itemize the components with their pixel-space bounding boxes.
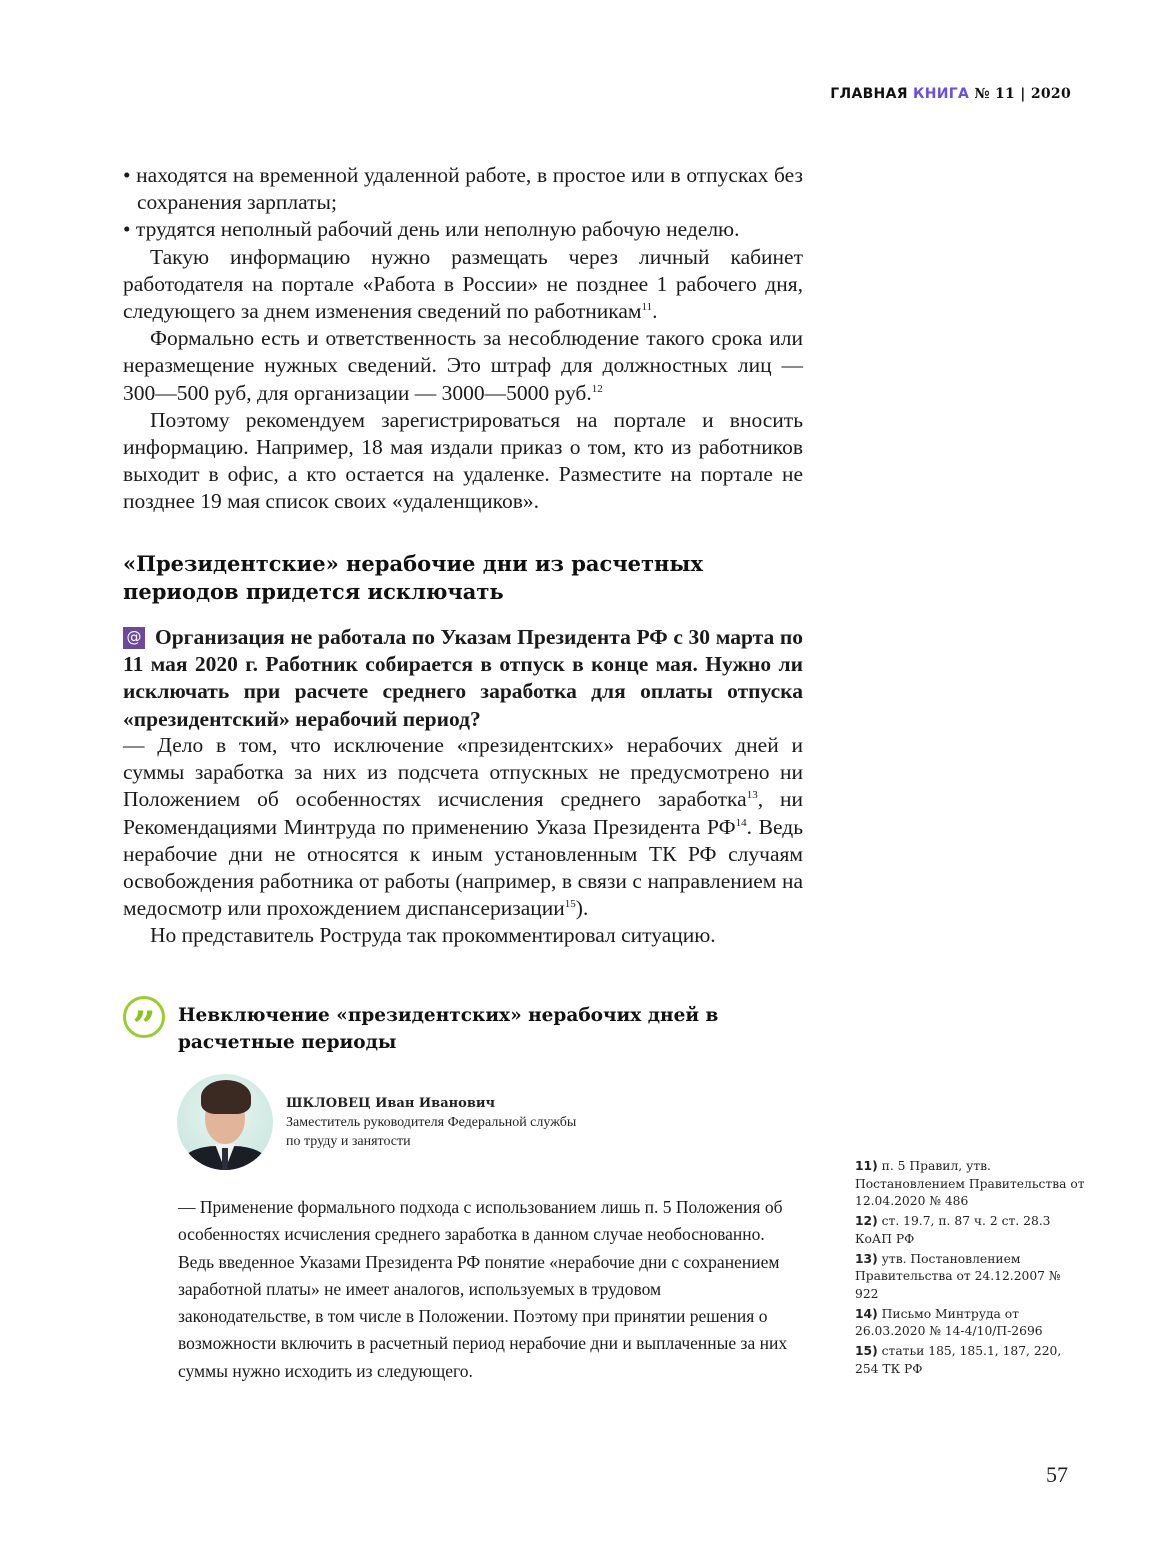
- expert-info: [286, 1094, 646, 1151]
- question-text: Организация не работала по Указам Президента РФ с 30 марта по 11 мая 2020 г. Работник собирается в отпуск в конце мая. Нужно ли исключать при расчете среднего заработка для оплаты отпуска «президентский» нерабочий период?: [123, 625, 803, 731]
- footnote-item: 13) утв. Постановлением Правительства от 24.12.2007 № 922: [855, 1251, 1061, 1301]
- footnotes: [855, 1158, 1085, 1381]
- brand-name-part1: ГЛАВНАЯ: [830, 86, 908, 102]
- answer-paragraph: — Дело в том, что исключение «президентских» нерабочих дней и суммы заработка за них из подсчета отпускных не предусмотрено ни Положением об особенностях исчисления среднего заработка$^{13}$, ни Рекомендациями Минтруда по применению Указа Президента РФ$^{14}$. Ведь нерабочие дни не относятся к иным установленным ТК РФ случаям освобождения работника от работы (например, в связи с направлением на медосмотр или прохождением диспансеризации$^{15}$).: [123, 733, 803, 921]
- answer-block: [123, 732, 803, 950]
- paragraph: Такую информацию нужно размещать через личный кабинет работодателя на портале «Работа в России» не позднее 1 рабочего дня, следующего за днем изменения сведений по работникам$^{11}$.: [123, 244, 803, 324]
- quote-title: Невключение «президентских» нерабочих дней в расчетные периоды: [178, 1005, 719, 1053]
- magazine-header: [830, 86, 1071, 102]
- page-number: 57: [1046, 1462, 1068, 1487]
- paragraph: Поэтому рекомендуем зарегистрироваться на портале и вносить информацию. Например, 18 мая издали приказ о том, кто из работников выходит в офис, а кто остается на удаленке. Разместите на портале не позднее 19 мая список своих «удаленщиков».: [123, 407, 803, 514]
- footnote-ref[interactable]: 15: [564, 898, 576, 911]
- bullet-item: • находятся на временной удаленной работе, в простое или в отпусках без сохранения зарплаты;: [123, 163, 803, 215]
- footnote-ref[interactable]: 13: [746, 789, 758, 802]
- section-title: «Президентские» нерабочие дни из расчетных периодов придется исключать: [123, 551, 704, 604]
- expert-avatar: [177, 1074, 273, 1170]
- answer-paragraph: Но представитель Роструда так прокомментировал ситуацию.: [150, 923, 716, 948]
- expert-position: по труду и занятости: [286, 1134, 411, 1149]
- footnote-ref[interactable]: 12: [591, 382, 603, 395]
- quote-marks-icon: ”: [123, 996, 165, 1038]
- footnote-item: 14) Письмо Минтруда от 26.03.2020 № 14-4/10/П-2696: [855, 1306, 1043, 1338]
- at-sign-icon: @: [123, 627, 145, 649]
- bullet-item: • трудятся неполный рабочий день или неполную рабочую неделю.: [123, 217, 740, 242]
- footnote-item: 12) ст. 19.7, п. 87 ч. 2 ст. 28.3 КоАП РФ: [855, 1214, 1051, 1246]
- question-block: [123, 624, 803, 733]
- expert-name: ШКЛОВЕЦ Иван Иванович: [286, 1096, 496, 1111]
- footnote-ref[interactable]: 11: [641, 301, 653, 314]
- brand-name-part2: КНИГА: [912, 86, 970, 102]
- expert-position: Заместитель руководителя Федеральной службы: [286, 1115, 577, 1130]
- footnote-item: 15) статьи 185, 185.1, 187, 220, 254 ТК РФ: [855, 1344, 1062, 1376]
- intro-text: [123, 162, 803, 516]
- footnote-ref[interactable]: 14: [735, 816, 747, 829]
- quote-body: — Применение формального подхода с использованием лишь п. 5 Положения об особенностях исчисления среднего заработка в данном случае необоснованно. Ведь введенное Указами Президента РФ понятие «нерабочие дни с сохранением заработной платы» не имеет аналогов, используемых в трудовом законодательстве, в том числе в Положении. Поэтому при принятии решения о возможности включить в расчетный период нерабочие дни и выплаченные за них суммы нужно исходить из следующего.: [178, 1197, 788, 1381]
- paragraph: Формально есть и ответственность за несоблюдение такого срока или неразмещение нужных сведений. Это штраф для должностных лиц — 300—500 руб, для организации — 3000—5000 руб.$^{12}$: [123, 326, 803, 405]
- footnote-item: 11) п. 5 Правил, утв. Постановлением Правительства от 12.04.2020 № 486: [855, 1159, 1085, 1208]
- issue-number: № 11 | 2020: [974, 86, 1071, 102]
